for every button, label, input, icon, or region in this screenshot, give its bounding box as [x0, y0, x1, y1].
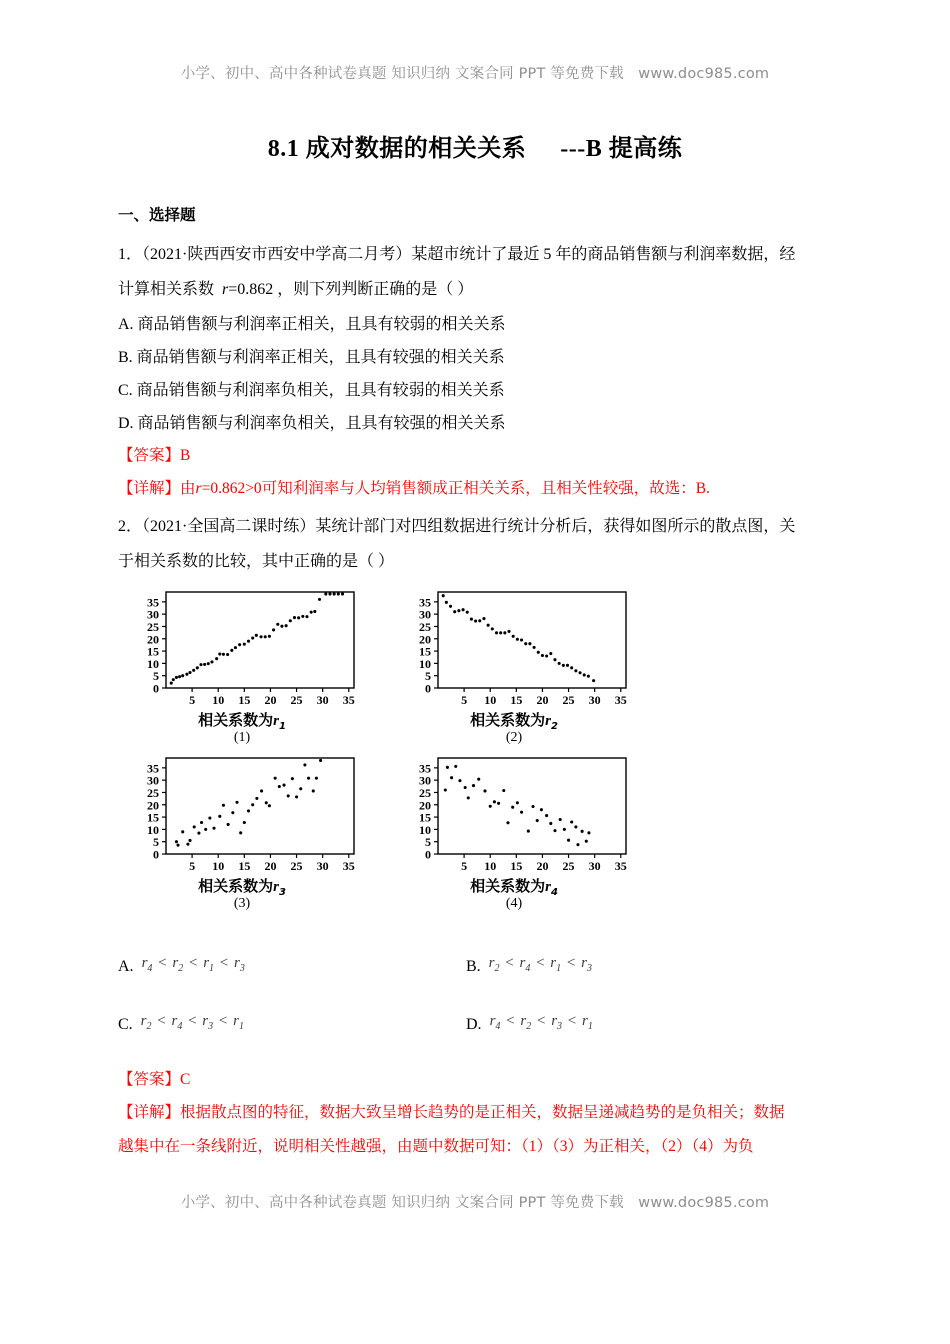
q1-option-b[interactable]: B. 商品销售额与利润率正相关，且具有较强的相关关系 [118, 348, 505, 366]
q1-option-d[interactable]: D. 商品销售额与利润率负相关，且具有较强的相关关系 [118, 414, 506, 432]
scatter-chart-3 [118, 754, 366, 912]
svg-text:20: 20 [147, 632, 159, 647]
svg-text:0: 0 [425, 681, 431, 696]
svg-text:15: 15 [238, 693, 251, 707]
chart-1-axes [166, 592, 354, 688]
footer-watermark: 小学、初中、高中各种试卷真题 知识归纳 文案合同 PPT 等免费下载 www.doc985.com [180, 1195, 770, 1211]
svg-text:15: 15 [419, 810, 431, 825]
q1-r-symbol: r [222, 280, 229, 298]
svg-text:25: 25 [562, 859, 575, 873]
q2-stem-line2: 于相关系数的比较，其中正确的是（ ） [118, 552, 395, 570]
svg-text:10: 10 [212, 859, 225, 873]
chart-3-yticks [147, 761, 166, 861]
chart-2-xticks [461, 688, 627, 707]
q1-answer: 【答案】B [118, 446, 191, 464]
q1-explanation: 【详解】由r=0.862>0可知利润率与人均销售额成正相关关系，且相关性较强，故选：B. [118, 479, 710, 497]
svg-text:30: 30 [419, 607, 431, 622]
svg-text:5: 5 [189, 693, 196, 707]
chart-2-xlabel: 相关系数为$r_2$ [470, 711, 558, 732]
svg-text:10: 10 [484, 859, 497, 873]
q1-option-c[interactable]: C. 商品销售额与利润率负相关，且具有较弱的相关关系 [118, 381, 505, 399]
q2-option-d[interactable]: D. $r_4 < r_2 < r_3 < r_1$ [466, 1013, 593, 1033]
q2-explanation-line1: 【详解】根据散点图的特征，数据大致呈增长趋势的是正相关，数据呈递减趋势的是负相关；数据 [118, 1104, 785, 1121]
svg-text:20: 20 [264, 693, 277, 707]
q1-answer-value: B [180, 446, 191, 464]
document-content [118, 205, 840, 580]
svg-text:35: 35 [419, 761, 431, 776]
header-watermark: 小学、初中、高中各种试卷真题 知识归纳 文案合同 PPT 等免费下载 www.doc985.com [180, 66, 770, 82]
page-title [0, 128, 950, 163]
svg-text:0: 0 [153, 681, 159, 696]
chart-1-yticks [147, 595, 166, 695]
chart-3-caption: (3) [233, 896, 251, 911]
scatter-chart-2 [390, 588, 638, 746]
title-suffix: ---B 提高练 [560, 136, 683, 162]
svg-text:20: 20 [264, 859, 277, 873]
svg-text:30: 30 [588, 693, 601, 707]
svg-text:30: 30 [588, 859, 601, 873]
section-heading: 一、选择题 [118, 207, 196, 224]
svg-text:25: 25 [147, 619, 159, 634]
svg-text:5: 5 [461, 859, 468, 873]
chart-3-xticks [189, 854, 355, 873]
chart-2-axes [438, 592, 626, 688]
svg-text:15: 15 [419, 644, 431, 659]
svg-text:35: 35 [614, 693, 627, 707]
q2-answer-value: C [180, 1071, 191, 1088]
svg-text:35: 35 [147, 595, 159, 610]
svg-text:25: 25 [147, 785, 159, 800]
svg-text:30: 30 [147, 773, 159, 788]
q1-stem-line2: 计算相关系数 r=0.862 ，则下列判断正确的是（ ） [118, 280, 474, 298]
q2-option-d-formula: $r_4 < r_2 < r_3 < r_1$ [489, 1013, 593, 1032]
scatter-chart-1 [118, 588, 366, 746]
svg-text:10: 10 [419, 822, 431, 837]
svg-text:35: 35 [614, 859, 627, 873]
svg-text:15: 15 [147, 644, 159, 659]
chart-1-xticks [189, 688, 355, 707]
chart-1-caption: (1) [233, 730, 251, 745]
q2-option-a[interactable]: A. $r_4 < r_2 < r_1 < r_3$ [118, 955, 245, 975]
svg-text:10: 10 [147, 822, 159, 837]
chart-4-xticks [461, 854, 627, 873]
svg-text:20: 20 [147, 798, 159, 813]
q2-answer: 【答案】C [118, 1071, 191, 1088]
svg-text:0: 0 [153, 847, 159, 862]
q2-option-b[interactable]: B. $r_2 < r_4 < r_1 < r_3$ [466, 955, 592, 975]
q2-number: 2． [118, 517, 143, 535]
svg-text:25: 25 [562, 693, 575, 707]
svg-text:15: 15 [147, 810, 159, 825]
chart-1-points [170, 592, 344, 684]
svg-text:10: 10 [484, 693, 497, 707]
svg-text:0: 0 [425, 847, 431, 862]
q2-option-c[interactable]: C. $r_2 < r_4 < r_3 < r_1$ [118, 1013, 244, 1033]
svg-text:30: 30 [419, 773, 431, 788]
q2-stem-line1: 2．（2021·全国高二课时练）某统计部门对四组数据进行统计分析后，获得如图所示的散点图，关 [118, 517, 796, 535]
q2-option-a-formula: $r_4 < r_2 < r_1 < r_3$ [141, 955, 245, 974]
svg-text:5: 5 [425, 835, 431, 850]
svg-text:5: 5 [153, 835, 159, 850]
svg-text:30: 30 [147, 607, 159, 622]
svg-text:15: 15 [510, 859, 523, 873]
svg-text:10: 10 [419, 656, 431, 671]
chart-2-yticks [419, 595, 438, 695]
q2-explanation-line2: 越集中在一条线附近，说明相关性越强，由题中数据可知：（1）（3）为正相关，（2）（4）为负 [118, 1138, 754, 1155]
scatter-svg-4 [390, 754, 638, 876]
chart-2-points [442, 594, 595, 682]
chart-3-axes [166, 758, 354, 854]
scatter-chart-4 [390, 754, 638, 912]
q2-answer-block [118, 1064, 840, 1164]
scatter-row-1 [118, 588, 678, 746]
svg-text:5: 5 [189, 859, 196, 873]
svg-text:5: 5 [425, 669, 431, 684]
svg-text:35: 35 [147, 761, 159, 776]
q2-option-c-formula: $r_2 < r_4 < r_3 < r_1$ [140, 1013, 244, 1032]
svg-text:20: 20 [536, 693, 549, 707]
svg-text:20: 20 [536, 859, 549, 873]
svg-text:35: 35 [419, 595, 431, 610]
scatter-figure-group [118, 588, 678, 912]
svg-text:30: 30 [316, 859, 329, 873]
svg-text:5: 5 [461, 693, 468, 707]
chart-3-points [175, 759, 322, 847]
chart-3-xlabel: 相关系数为$r_3$ [198, 877, 286, 898]
title-main: 8.1 成对数据的相关关系 [267, 136, 527, 162]
chart-4-yticks [419, 761, 438, 861]
scatter-svg-3 [118, 754, 366, 876]
chart-4-xlabel: 相关系数为$r_4$ [470, 877, 558, 898]
scatter-row-2 [118, 754, 678, 912]
svg-text:35: 35 [342, 859, 355, 873]
svg-text:10: 10 [212, 693, 225, 707]
svg-text:35: 35 [342, 693, 355, 707]
svg-text:25: 25 [290, 693, 303, 707]
chart-2-caption: (2) [505, 730, 523, 745]
q1-number: 1． [118, 245, 143, 263]
svg-text:20: 20 [419, 632, 431, 647]
q1-option-a[interactable]: A. 商品销售额与利润率正相关，且具有较弱的相关关系 [118, 315, 506, 333]
svg-text:25: 25 [290, 859, 303, 873]
svg-text:25: 25 [419, 785, 431, 800]
scatter-svg-2 [390, 588, 638, 710]
svg-text:15: 15 [510, 693, 523, 707]
svg-text:20: 20 [419, 798, 431, 813]
svg-text:15: 15 [238, 859, 251, 873]
chart-4-caption: (4) [505, 896, 523, 911]
svg-text:25: 25 [419, 619, 431, 634]
svg-text:10: 10 [147, 656, 159, 671]
svg-text:30: 30 [316, 693, 329, 707]
scatter-svg-1 [118, 588, 366, 710]
chart-4-points [444, 765, 591, 846]
q2-option-b-formula: $r_2 < r_4 < r_1 < r_3$ [488, 955, 592, 974]
svg-text:5: 5 [153, 669, 159, 684]
q1-stem-line1: 1．（2021·陕西西安市西安中学高二月考）某超市统计了最近 5 年的商品销售额与利润率数据，经 [118, 245, 796, 263]
chart-1-xlabel: 相关系数为$r_1$ [198, 711, 286, 732]
